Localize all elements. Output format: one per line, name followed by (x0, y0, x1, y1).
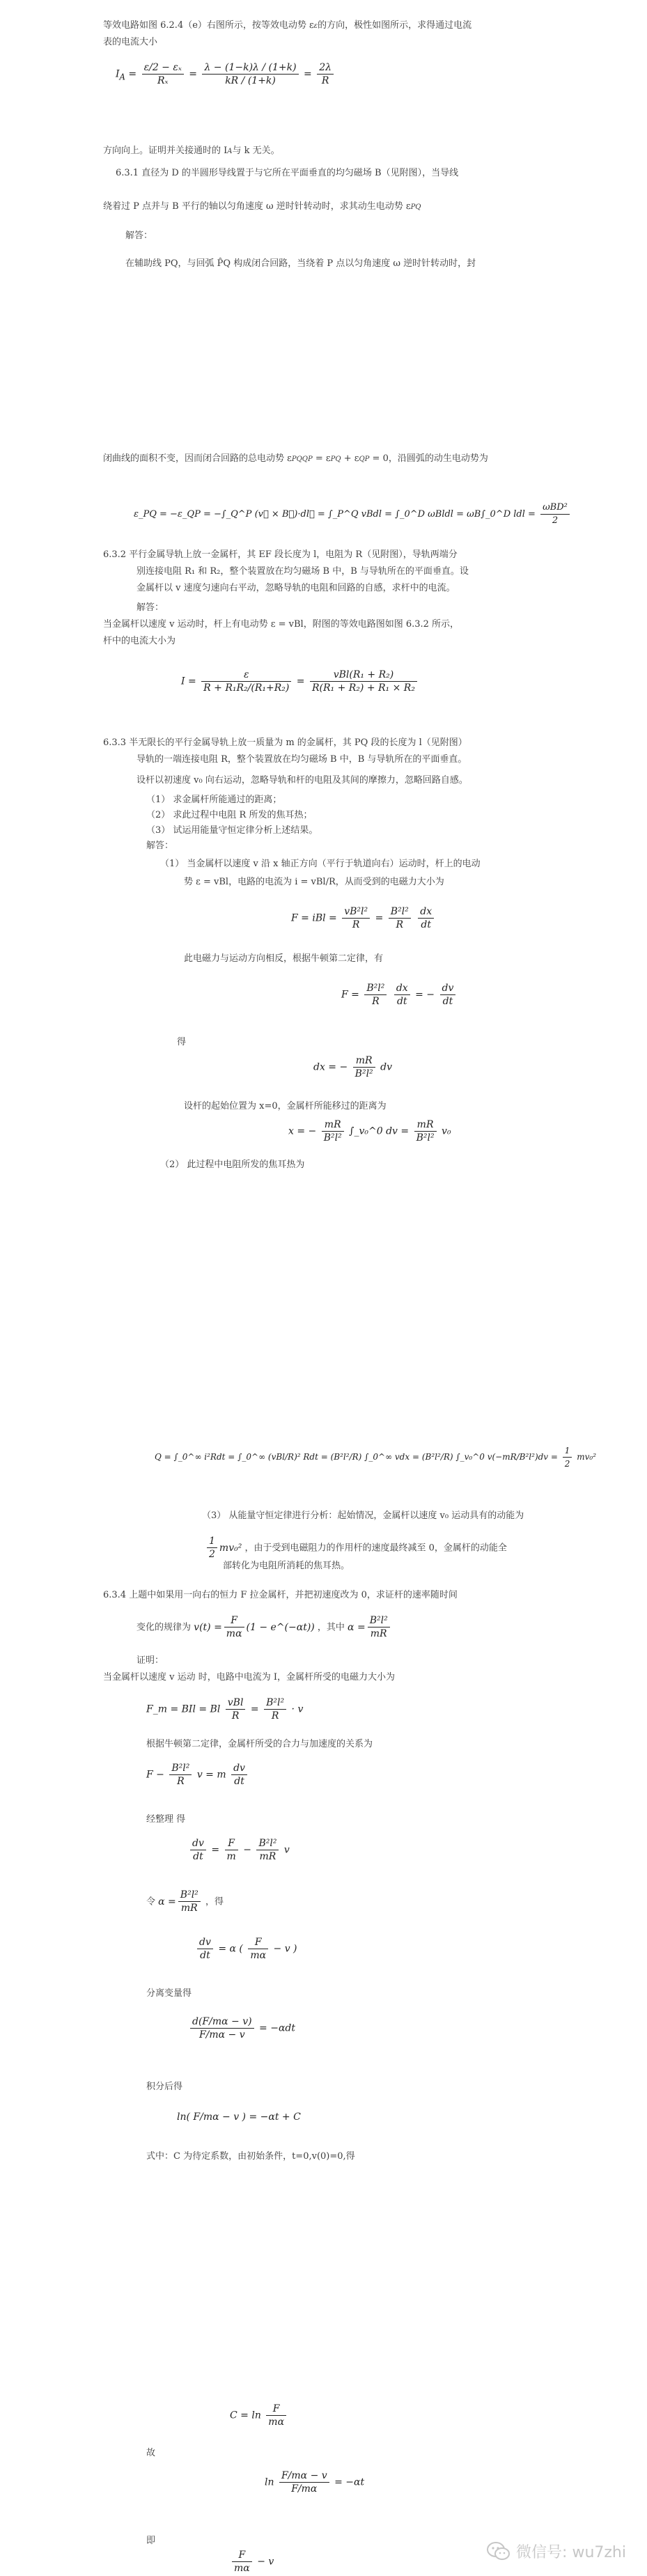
equation-dvdt-alpha: $\frac{dv}{dt}$ = α ( $\frac{F}{m\alpha}$ − v ) (195, 1936, 297, 1962)
text-line: 等效电路如图 6.2.4（e）右图所示，按等效电动势 εε的方向，极性如图所示，求得通过电流 (103, 20, 472, 31)
equation-final: $\frac{F}{m\alpha}$ − v (230, 2549, 274, 2575)
text-line: 分离变量得 (146, 1988, 192, 1999)
equation-c: C = ln $\frac{F}{m\alpha}$ (230, 2403, 288, 2428)
solution-label: 解答： (125, 231, 153, 241)
equation-force: F = iBl = $\frac{\text{vB²l²}}{R}$ = $\frac{\text{B²l²}}{R}$ $\frac{dx}{dt}$ (291, 905, 436, 931)
equation-dx: dx = − $\frac{mR}{\text{B²l²}}$ dv (313, 1055, 392, 1079)
equation-epq: ε_PQ = −ε_QP = −∫_Q^P (v⃗ × B⃗)·dl⃗ = ∫_P^Q vBdl = ∫_0^D ωBldl = ωB∫_0^D ldl = $\frac{\text{ωBD²}}{2}$ (134, 501, 572, 527)
equation-ln-ratio: ln $\frac{F/m\alpha - v}{F/m\alpha}$ = −αt (265, 2470, 365, 2495)
text-line: 方向向上。证明并关接通时的 IA与 k 无关。 (103, 146, 280, 156)
equation-ke: $\frac{1}{2}$ mv₀² (205, 1543, 242, 1554)
text-line: 令 α = $\frac{\text{B²l²}}{mR}$ ，得 (146, 1889, 224, 1914)
text-line: 根据牛顿第二定律，金属杆所受的合力与加速度的关系为 (146, 1739, 373, 1749)
text-line: 设杆以初速度 v₀ 向右运动，忽略导轨和杆的电阻及其间的摩擦力，忽略回路自感。 (137, 775, 468, 786)
problem-6-3-3: 6.3.3 半无限长的平行金属导轨上放一质量为 m 的金属杆，其 PQ 段的长度为 l（见附图） (103, 737, 467, 748)
text-line: 绕着过 P 点并与 B 平行的轴以匀角速度 ω 逆时针转动时，求其动生电动势 εPQ (103, 201, 421, 212)
list-item: （2） 求此过程中电阻 R 所发的焦耳热； (146, 810, 313, 820)
watermark (487, 2540, 626, 2562)
wechat-icon (487, 2542, 510, 2561)
equation-net-force: F − $\frac{\text{B²l²}}{R}$ v = m $\frac{dv}{dt}$ (146, 1762, 249, 1788)
text-line: 势 ε = vBl，电路的电流为 i = vBl/R，从而受到的电磁力大小为 (184, 877, 444, 887)
text-line: 当金属杆以速度 v 运动时，杆上有电动势 ε = vBl，附图的等效电路图如图 6.3.2 所示， (103, 619, 460, 630)
equation-newton: F = $\frac{\text{B²l²}}{R}$ $\frac{dx}{dt}$ = − $\frac{dv}{dt}$ (341, 982, 458, 1008)
text-line: 在辅助线 PQ，与回弧 P̂Q 构成闭合回路，当绕着 P 点以匀角速度 ω 逆时针转动时，封 (125, 258, 476, 269)
problem-6-3-4: 6.3.4 上题中如果用一向右的恒力 F 拉金属杆，并把初速度改为 0，求证杆的速率随时间 (103, 1590, 458, 1600)
text-line: （1） 当金属杆以速度 v 沿 x 轴正方向（平行于轨道向右）运动时，杆上的电动 (160, 859, 481, 869)
equation-separated: $\frac{d(F/m\alpha - v)}{F/m\alpha - v}$ = −αdt (188, 2015, 295, 2041)
text-line: （2） 此过程中电阻所发的焦耳热为 (160, 1160, 305, 1170)
equation-ia: $I_A$ = $\frac{\text{ε/2 − εₓ}}{\text{Rₓ}}$ = $\frac{\lambda - (1-k)\lambda / (1+k)}{kR / (1+k)}$ = $\frac{2\lambda}{R}$ (116, 61, 336, 87)
watermark-label: 微信号: wu7zhi (516, 2544, 626, 2561)
text-line: 别连接电阻 R₁ 和 R₂，整个装置放在均匀磁场 B 中，B 与导轨所在的平面垂直。设 (137, 566, 469, 577)
solution-label: 解答： (146, 841, 174, 851)
text-line: 变化的规律为 v(t) = $\frac{F}{m\alpha}$ (1 − e^(−αt)) ，其中 α = $\frac{\text{B²l²}}{mR}$ (137, 1614, 392, 1640)
solution-label: 解答： (137, 602, 164, 613)
text-line: 导轨的一端连接电阻 R，整个装置放在均匀磁场 B 中，B 与导轨所在的平面垂直。 (137, 754, 467, 765)
text-line: $\frac{1}{2}$ mv₀² ，由于受到电磁阻力的作用杆的速度最终减至 0，金属杆的动能全 (205, 1535, 507, 1561)
equation-current: I = $\frac{\varepsilon}{\text{R + R₁R₂/(R₁+R₂)}}$ = $\frac{\text{vBl(R₁ + R₂)}}{\text{R(R₁ + R₂) + R₁ × R₂}}$ (181, 669, 419, 694)
text-line: 杆中的电流大小为 (103, 636, 176, 646)
text-line: 此电磁力与运动方向相反，根据牛顿第二定律，有 (184, 953, 384, 964)
text-line: 得 (177, 1037, 187, 1047)
text-line: 即 (146, 2536, 156, 2546)
text-line: 表的电流大小 (103, 37, 158, 47)
text-line: 当金属杆以速度 v 运动 时，电路中电流为 I，金属杆所受的电磁力大小为 (103, 1672, 396, 1683)
problem-6-3-2: 6.3.2 平行金属导轨上放一金属杆，其 EF 段长度为 l，电阻为 R（见附图），导轨两端分 (103, 549, 458, 560)
equation-fm: F_m = BIl = Bl $\frac{\text{vBl}}{R}$ = $\frac{\text{B²l²}}{R}$ · v (146, 1697, 304, 1722)
text-line: 设杆的起始位置为 x=0，金属杆所能移过的距离为 (184, 1101, 387, 1111)
text-line: 故 (146, 2448, 156, 2458)
equation-dvdt: $\frac{dv}{dt}$ = $\frac{F}{m}$ − $\frac{\text{B²l²}}{mR}$ v (188, 1837, 290, 1863)
problem-6-3-1: 6.3.1 直径为 D 的半圆形导线置于与它所在平面垂直的均匀磁场 B（见附图），当导线 (116, 168, 459, 178)
text-line: 闭曲线的面积不变，因而闭合回路的总电动势 εPQQP = εPQ + εQP = 0，沿圆弧的动生电动势为 (103, 453, 488, 464)
text-line: （3） 从能量守恒定律进行分析：起始情况，金属杆以速度 v₀ 运动具有的动能为 (202, 1511, 524, 1521)
equation-distance: x = − $\frac{mR}{\text{B²l²}}$ ∫_v₀^0 dv = $\frac{mR}{\text{B²l²}}$ v₀ (288, 1119, 451, 1143)
text-line: 金属杆以 v 速度匀速向右平动，忽略导轨的电阻和回路的自感，求杆中的电流。 (137, 583, 455, 593)
proof-label: 证明： (137, 1655, 164, 1666)
text-line: 部转化为电阻所消耗的焦耳热。 (223, 1561, 350, 1571)
text-line: 积分后得 (146, 2082, 183, 2092)
text-line: 经整理 得 (146, 1814, 186, 1825)
equation-heat: Q = ∫_0^∞ i²Rdt = ∫_0^∞ (vBl/R)² Rdt = (B²l²/R) ∫_0^∞ vdx = (B²l²/R) ∫_v₀^0 v(−mR/B²l²)dv = $\frac{1}{2}$ mv₀² (155, 1446, 597, 1469)
list-item: （3） 试运用能量守恒定律分析上述结果。 (146, 825, 318, 836)
text-line: 式中：C 为待定系数，由初始条件，t=0,v(0)=0,得 (146, 2151, 355, 2162)
list-item: （1） 求金属杆所能通过的距离； (146, 795, 282, 805)
equation-log: ln( F/mα − v ) = −αt + C (177, 2111, 301, 2123)
